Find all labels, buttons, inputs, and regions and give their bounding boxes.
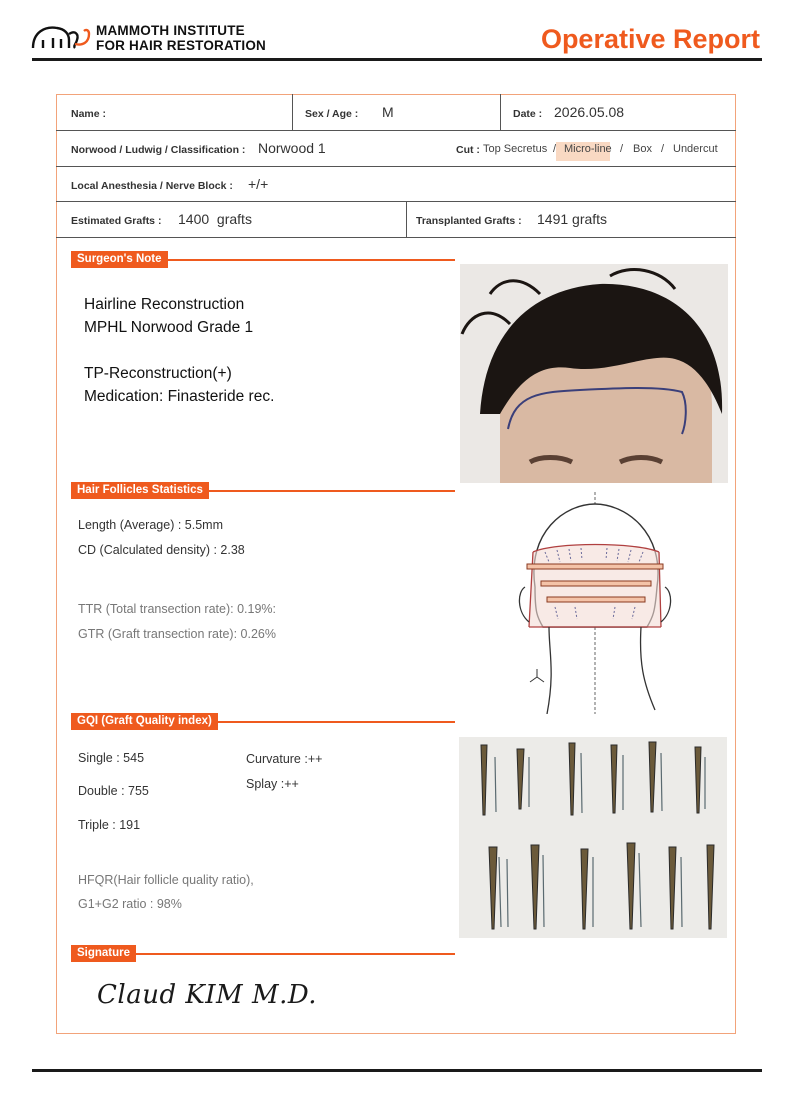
date-label: Date :	[513, 108, 543, 120]
sex-age-label: Sex / Age :	[305, 108, 359, 120]
sex-age-value: M	[382, 104, 394, 120]
note-line: MPHL Norwood Grade 1	[84, 319, 254, 336]
cut-option-micro-line[interactable]: Micro-line	[564, 143, 612, 155]
surgeon-signature: Claud KIM M.D.	[97, 980, 318, 1010]
note-line: Hairline Reconstruction	[84, 296, 245, 313]
date-value: 2026.05.08	[554, 104, 625, 120]
note-line: Medication: Finasteride rec.	[84, 388, 275, 405]
row-divider	[56, 237, 736, 238]
anesthesia-label: Local Anesthesia / Nerve Block :	[71, 180, 233, 192]
surgeons-note-text	[84, 293, 274, 408]
hairline-photo	[460, 264, 728, 483]
graft-transection-rate: GTR (Graft transection rate): 0.26%	[78, 627, 276, 641]
cut-separator: /	[620, 143, 624, 155]
anesthesia-value: +/+	[248, 176, 269, 192]
g1-g2-ratio: G1+G2 ratio : 98%	[78, 897, 182, 911]
gqi-tag: GQI (Graft Quality index)	[71, 713, 218, 730]
mammoth-logo-icon	[31, 20, 93, 52]
graft-samples-image	[459, 737, 727, 938]
classification-label: Norwood / Ludwig / Classification :	[71, 144, 246, 156]
curvature-rating: Curvature :++	[246, 752, 323, 766]
follicle-photo	[459, 737, 727, 938]
institute-name	[96, 23, 266, 53]
splay-rating: Splay :++	[246, 777, 299, 791]
col-divider	[406, 201, 407, 237]
head-back-diagram	[515, 492, 675, 714]
note-line	[84, 339, 274, 362]
estimated-grafts-value: 1400 grafts	[178, 211, 252, 227]
triple-grafts: Triple : 191	[78, 818, 141, 832]
cut-option-box[interactable]: Box	[633, 143, 652, 155]
col-divider	[500, 94, 501, 130]
transplanted-grafts-value: 1491 grafts	[537, 211, 608, 227]
single-grafts: Single : 545	[78, 751, 145, 765]
row-divider	[56, 166, 736, 167]
total-transection-rate: TTR (Total transection rate): 0.19%:	[78, 602, 276, 616]
institute-name-line1: MAMMOTH INSTITUTE	[96, 23, 245, 38]
estimated-grafts-label: Estimated Grafts :	[71, 215, 162, 227]
cut-label: Cut :	[456, 144, 480, 156]
follicle-stats-tag: Hair Follicles Statistics	[71, 482, 209, 499]
surgeons-note-tag: Surgeon's Note	[71, 251, 168, 268]
row-divider	[56, 201, 736, 202]
logo	[31, 20, 93, 52]
patient-head-image	[460, 264, 728, 483]
double-grafts: Double : 755	[78, 784, 149, 798]
header-divider	[32, 58, 762, 61]
cut-separator: /	[661, 143, 665, 155]
row-divider	[56, 130, 736, 131]
col-divider	[292, 94, 293, 130]
footer-divider	[32, 1069, 762, 1072]
report-title: Operative Report	[540, 24, 760, 54]
name-label: Name :	[71, 108, 107, 120]
signature-tag: Signature	[71, 945, 136, 962]
cut-separator: /	[553, 143, 557, 155]
donor-area-diagram	[515, 492, 675, 714]
hfqr-label: HFQR(Hair follicle quality ratio),	[78, 873, 254, 887]
transplanted-grafts-label: Transplanted Grafts :	[416, 215, 522, 227]
note-line: TP-Reconstruction(+)	[84, 365, 232, 382]
cut-option-top-secretus[interactable]: Top Secretus	[483, 143, 548, 155]
classification-value: Norwood 1	[258, 140, 326, 156]
cut-option-undercut[interactable]: Undercut	[673, 143, 718, 155]
calculated-density: CD (Calculated density) : 2.38	[78, 543, 245, 557]
institute-name-line2: FOR HAIR RESTORATION	[96, 38, 267, 53]
length-average: Length (Average) : 5.5mm	[78, 518, 223, 532]
